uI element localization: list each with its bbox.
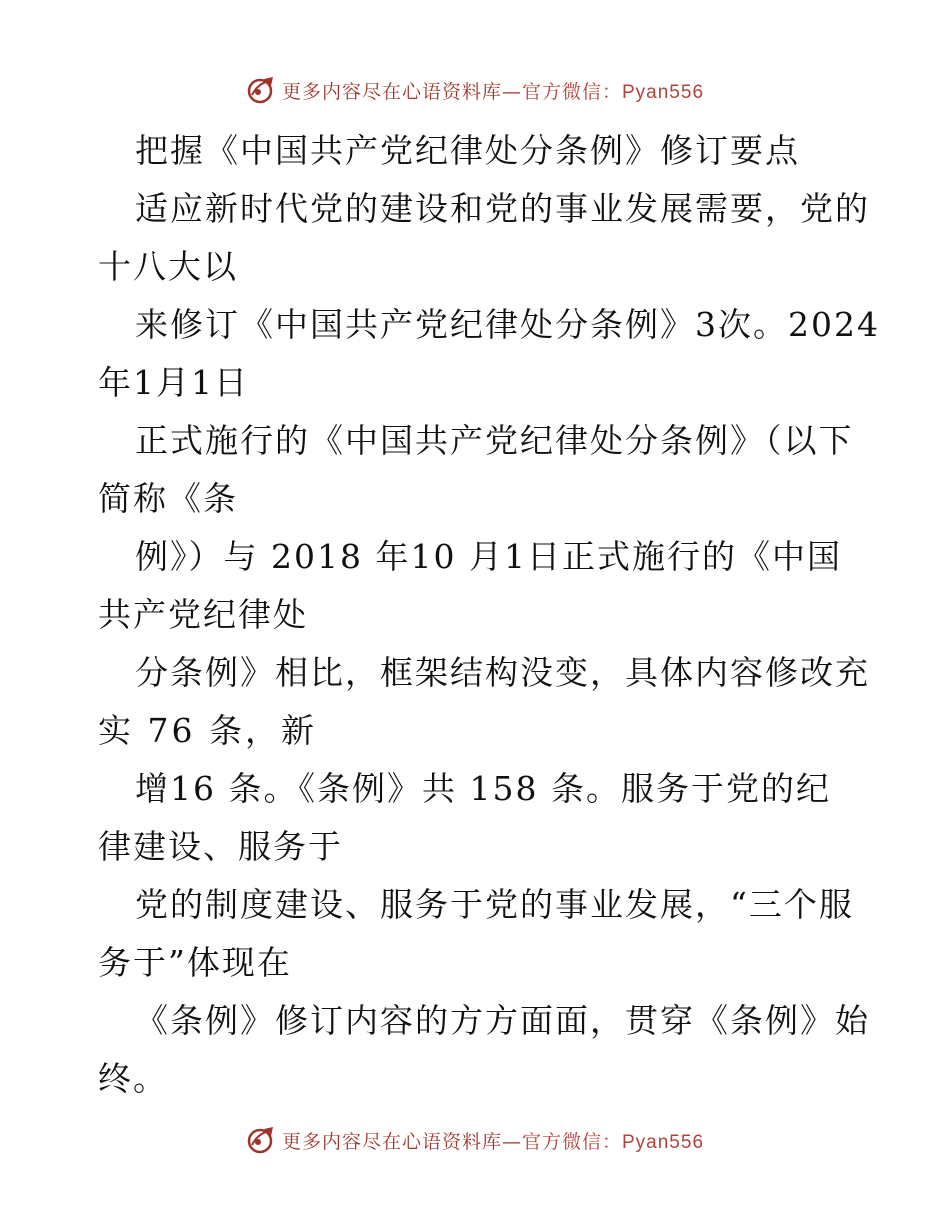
document-body (98, 122, 880, 1108)
doc-line: 律建设、服务于 (98, 827, 343, 866)
doc-line: 《条例》修订内容的方方面面，贯穿《条例》始 (135, 1001, 870, 1040)
pen-logo-icon (246, 75, 276, 105)
doc-line: 例》）与 2018 年10 月1日正式施行的《中国 (135, 537, 842, 576)
banner-slogan: 更多内容尽在心语资料库 (281, 80, 502, 103)
doc-line: 增16 条。《条例》共 158 条。服务于党的纪 (135, 769, 831, 808)
doc-line: 简称《条 (98, 479, 238, 518)
doc-title-line: 把握《中国共产党纪律处分条例》修订要点 (135, 131, 800, 170)
doc-line: 年1月1日 (98, 363, 249, 402)
header-banner (0, 70, 950, 110)
banner-wechat: 官方微信：Pyan556 (522, 81, 705, 103)
doc-line: 十八大以 (98, 247, 238, 286)
footer-banner (0, 1120, 950, 1160)
doc-line: 实 76 条，新 (98, 711, 317, 750)
doc-line: 终。 (98, 1059, 168, 1098)
doc-line: 分条例》相比，框架结构没变，具体内容修改充 (135, 653, 870, 692)
doc-line: 正式施行的《中国共产党纪律处分条例》（以下 (135, 421, 854, 460)
doc-line: 来修订《中国共产党纪律处分条例》3次。2024 (135, 305, 880, 344)
banner-slogan: 更多内容尽在心语资料库 (281, 1130, 502, 1153)
banner-separator: — (502, 80, 522, 103)
banner-text (282, 1127, 704, 1154)
doc-line: 务于”体现在 (98, 943, 292, 982)
doc-line: 共产党纪律处 (98, 595, 308, 634)
banner-separator: — (502, 1130, 522, 1153)
doc-line: 适应新时代党的建设和党的事业发展需要，党的 (135, 189, 870, 228)
pen-logo-icon (246, 1125, 276, 1155)
banner-wechat: 官方微信：Pyan556 (522, 1131, 705, 1153)
banner-text (282, 77, 704, 104)
doc-line: 党的制度建设、服务于党的事业发展，“三个服 (135, 885, 854, 924)
